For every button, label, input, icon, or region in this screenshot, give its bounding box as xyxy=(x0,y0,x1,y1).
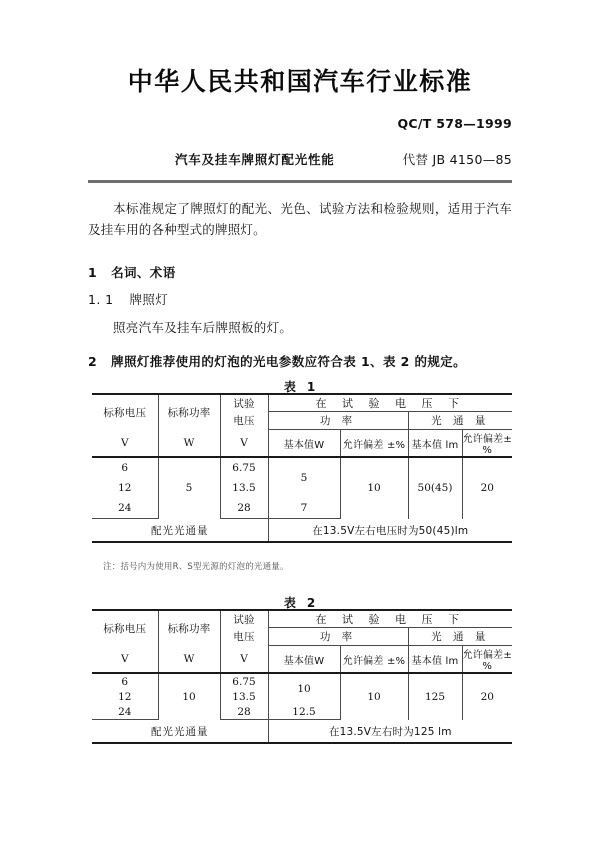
clause-2-number: 2 xyxy=(88,354,98,369)
cell-nominal-voltage: 24 xyxy=(92,498,158,519)
table-2-caption-label: 表 xyxy=(283,596,297,610)
clause-1 xyxy=(88,263,176,281)
table-footer-row xyxy=(92,519,512,543)
th-flux-group: 光 通 量 xyxy=(408,628,512,646)
cell-flux-tolerance: 20 xyxy=(462,673,512,720)
th-test-voltage-unit: V xyxy=(220,430,268,458)
clause-2-title: 牌照灯推荐使用的灯泡的光电参数应符合表 1、表 2 的规定。 xyxy=(111,354,467,369)
cell-flux-basic: 50(45) xyxy=(408,457,462,519)
table-row-header-3 xyxy=(92,646,512,674)
th-flux-group: 光 通 量 xyxy=(408,412,512,430)
table-1-caption-label: 表 xyxy=(283,380,297,394)
th-test-voltage-line1: 试验 xyxy=(220,394,268,412)
cell-flux-tolerance: 20 xyxy=(462,457,512,519)
cell-test-voltage: 28 xyxy=(220,704,268,720)
scope-paragraph: 本标准规定了牌照灯的配光、光色、试验方法和检验规则，适用于汽车及挂车用的各种型式的牌照灯。 xyxy=(88,201,512,237)
th-test-voltage-line2: 电压 xyxy=(220,412,268,430)
th-power-basic: 基本值W xyxy=(268,646,340,674)
clause-1-title: 名词、术语 xyxy=(111,265,176,280)
cell-nominal-voltage: 24 xyxy=(92,704,158,720)
cell-nominal-voltage: 12 xyxy=(118,690,132,703)
cell-power-basic-top: 10 xyxy=(268,673,340,704)
subject-title: 汽车及挂车牌照灯配光性能 xyxy=(175,152,335,167)
th-test-voltage-line1: 试验 xyxy=(220,610,268,628)
cell-nominal-voltage: 6 xyxy=(121,675,129,688)
cell-footer-value: 在13.5V左右电压时为50(45)lm xyxy=(268,519,512,543)
clause-1-1-number: 1. 1 xyxy=(88,292,114,307)
standard-code: QC/T 578—1999 xyxy=(397,116,512,131)
cell-power-tolerance: 10 xyxy=(340,673,408,720)
th-flux-tolerance: 允许偏差±% xyxy=(462,646,512,674)
table-2 xyxy=(92,609,512,744)
cell-test-voltage: 28 xyxy=(220,498,268,519)
th-power-group: 功 率 xyxy=(268,628,408,646)
cell-power-tolerance: 10 xyxy=(340,457,408,519)
table-footer-row xyxy=(92,720,512,744)
cell-nominal-voltage: 12 xyxy=(118,482,132,494)
cell-power-basic-bottom: 7 xyxy=(268,498,340,519)
th-nominal-voltage-unit: V xyxy=(92,430,158,458)
th-power-group: 功 率 xyxy=(268,412,408,430)
th-flux-basic: 基本值 lm xyxy=(408,430,462,458)
table-row-header-3 xyxy=(92,430,512,458)
th-power-tolerance: 允许偏差 ±% xyxy=(340,646,408,674)
table-1-caption-number: 1 xyxy=(306,380,317,394)
header-divider xyxy=(88,180,512,183)
page-title: 中华人民共和国汽车行业标准 xyxy=(127,67,473,96)
th-test-voltage-line2: 电压 xyxy=(220,628,268,646)
table-row xyxy=(92,457,512,478)
th-nominal-power-unit: W xyxy=(158,646,220,674)
cell-footer-label: 配光光通量 xyxy=(92,720,268,744)
th-nominal-voltage-unit: V xyxy=(92,646,158,674)
cell-nominal-power: 5 xyxy=(158,457,220,519)
table-1-note: 注：括号内为使用R、S型光源的灯泡的光通量。 xyxy=(103,562,289,572)
th-nominal-voltage: 标称电压 xyxy=(92,610,158,646)
cell-test-voltage: 6.75 xyxy=(220,457,268,478)
th-power-tolerance: 允许偏差 ±% xyxy=(340,430,408,458)
th-under-test-voltage: 在 试 验 电 压 下 xyxy=(268,394,512,412)
th-nominal-power-unit: W xyxy=(158,430,220,458)
cell-test-voltage: 13.5 xyxy=(220,689,268,704)
th-nominal-voltage: 标称电压 xyxy=(92,394,158,430)
th-power-basic: 基本值W xyxy=(268,430,340,458)
th-nominal-power: 标称功率 xyxy=(158,610,220,646)
th-flux-basic: 基本值 lm xyxy=(408,646,462,674)
table-row xyxy=(92,673,512,689)
cell-footer-label: 配光光通量 xyxy=(92,519,268,543)
th-nominal-power: 标称功率 xyxy=(158,394,220,430)
cell-nominal-voltage: 6 xyxy=(121,462,129,474)
cell-footer-value: 在13.5V左右时为125 lm xyxy=(268,720,512,744)
clause-2 xyxy=(88,352,466,370)
table-2-caption-number: 2 xyxy=(306,596,317,610)
cell-power-basic-top: 5 xyxy=(268,457,340,498)
clause-1-number: 1 xyxy=(88,265,98,280)
clause-1-1-definition: 照亮汽车及挂车后牌照板的灯。 xyxy=(113,320,293,335)
cell-flux-basic: 125 xyxy=(408,673,462,720)
th-test-voltage-unit: V xyxy=(220,646,268,674)
replaces-standard: 代替 JB 4150—85 xyxy=(402,152,512,167)
clause-1-1-title: 牌照灯 xyxy=(129,292,169,307)
clause-1-1 xyxy=(88,290,168,308)
cell-test-voltage: 6.75 xyxy=(220,673,268,689)
th-under-test-voltage: 在 试 验 电 压 下 xyxy=(268,610,512,628)
cell-power-basic-bottom: 12.5 xyxy=(268,704,340,720)
table-row-header-1 xyxy=(92,394,512,412)
table-row-header-1 xyxy=(92,610,512,628)
table-1 xyxy=(92,393,512,543)
th-flux-tolerance: 允许偏差±% xyxy=(462,430,512,458)
cell-test-voltage: 13.5 xyxy=(220,478,268,498)
cell-nominal-power: 10 xyxy=(158,673,220,720)
